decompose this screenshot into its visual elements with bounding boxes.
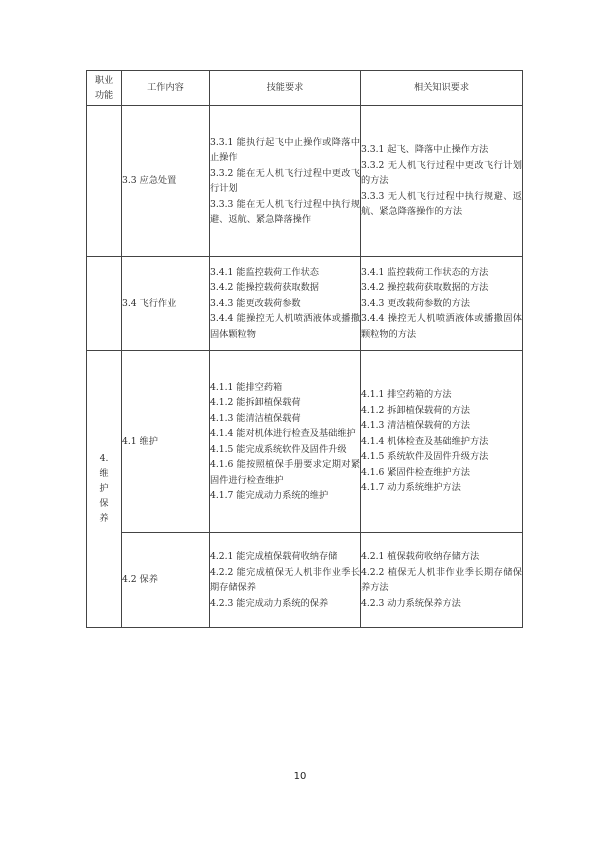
header-function-line1: 职业 [94, 74, 114, 86]
skill-item: 4.1.1 能排空药箱 [210, 381, 283, 393]
header-function-line2: 功能 [94, 90, 114, 101]
header-skill-requirements: 技能要求 [210, 71, 361, 106]
header-occupational-function [87, 71, 122, 106]
work-content-cell: 4.2 保养 [122, 533, 210, 628]
knowledge-cell [361, 351, 523, 533]
function-cell-continued [87, 106, 122, 257]
knowledge-item: 3.4.4 操控无人机喷洒液体或播撒固体颗粒物的方法 [361, 313, 522, 340]
work-content-cell: 3.3 应急处置 [122, 106, 210, 257]
knowledge-item: 3.4.1 监控载荷工作状态的方法 [361, 266, 489, 278]
table-header-row [87, 71, 523, 106]
table-row [87, 106, 523, 257]
skill-item: 4.1.4 能对机体进行检查及基础维护 [210, 428, 356, 439]
knowledge-item: 3.4.3 更改载荷参数的方法 [361, 297, 470, 309]
knowledge-cell [361, 533, 523, 628]
skills-standard-table [86, 70, 523, 628]
knowledge-item: 4.1.4 机体检查及基础维护方法 [361, 435, 489, 447]
skills-cell [210, 533, 361, 628]
knowledge-item: 4.1.3 清洁植保载荷的方法 [361, 420, 470, 432]
header-knowledge-requirements: 相关知识要求 [361, 71, 523, 106]
work-content-cell: 4.1 维护 [122, 351, 210, 533]
skill-item: 4.1.7 能完成动力系统的维护 [210, 490, 329, 501]
skill-item: 4.1.3 能清洁植保载荷 [210, 412, 301, 424]
skill-item: 4.2.1 能完成植保载荷收纳存储 [210, 551, 338, 562]
knowledge-item: 3.3.2 无人机飞行过程中更改飞行计划的方法 [361, 159, 522, 187]
skills-cell [210, 106, 361, 257]
table-row [87, 257, 523, 351]
knowledge-item: 4.2.3 动力系统保养方法 [361, 597, 461, 609]
table-row [87, 533, 523, 628]
knowledge-cell [361, 257, 523, 351]
table-row [87, 351, 523, 533]
knowledge-cell [361, 106, 523, 257]
function-cell-maintenance [87, 351, 122, 628]
knowledge-item: 4.1.2 拆卸植保载荷的方法 [361, 404, 470, 416]
knowledge-item: 3.3.3 无人机飞行过程中执行规避、返航、紧急降落操作的方法 [361, 190, 522, 218]
knowledge-item: 4.1.6 紧固件检查维护方法 [361, 466, 470, 478]
skill-item: 4.1.6 能按照植保手册要求定期对紧固件进行检查维护 [210, 459, 360, 486]
skill-item: 3.4.4 能操控无人机喷洒液体或播撒固体颗粒物 [210, 313, 360, 340]
skill-item: 3.4.3 能更改载荷参数 [210, 297, 301, 309]
skill-item: 4.2.2 能完成植保无人机非作业季长期存储保养 [210, 566, 360, 593]
skill-item: 4.1.2 能拆卸植保载荷 [210, 397, 301, 408]
skill-item: 4.2.3 能完成动力系统的保养 [210, 597, 329, 609]
skill-item: 3.4.2 能操控载荷获取数据 [210, 282, 319, 294]
skills-cell [210, 351, 361, 533]
page-number: 10 [293, 771, 307, 782]
skill-item: 3.3.3 能在无人机飞行过程中执行规避、返航、紧急降落操作 [210, 198, 360, 225]
work-content-cell: 3.4 飞行作业 [122, 257, 210, 351]
knowledge-item: 4.2.2 植保无人机非作业季长期存储保养方法 [361, 566, 522, 593]
knowledge-item: 4.1.7 动力系统维护方法 [361, 482, 461, 494]
knowledge-item: 4.2.1 植保载荷收纳存储方法 [361, 551, 480, 562]
skill-item: 3.3.1 能执行起飞中止操作或降落中止操作 [210, 136, 360, 163]
knowledge-item: 4.1.1 排空药箱的方法 [361, 389, 452, 401]
skills-cell [210, 257, 361, 351]
knowledge-item: 4.1.5 系统软件及固件升级方法 [361, 451, 489, 463]
function-cell-continued [87, 257, 122, 351]
skill-item: 4.1.5 能完成系统软件及固件升级 [210, 443, 347, 455]
function-maintenance-label: 4.维护保养 [99, 453, 109, 525]
knowledge-item: 3.3.1 起飞、降落中止操作方法 [361, 144, 489, 156]
skill-item: 3.3.2 能在无人机飞行过程中更改飞行计划 [210, 167, 360, 194]
header-work-content: 工作内容 [122, 71, 210, 106]
skill-item: 3.4.1 能监控载荷工作状态 [210, 266, 319, 278]
knowledge-item: 3.4.2 操控载荷获取数据的方法 [361, 282, 489, 294]
